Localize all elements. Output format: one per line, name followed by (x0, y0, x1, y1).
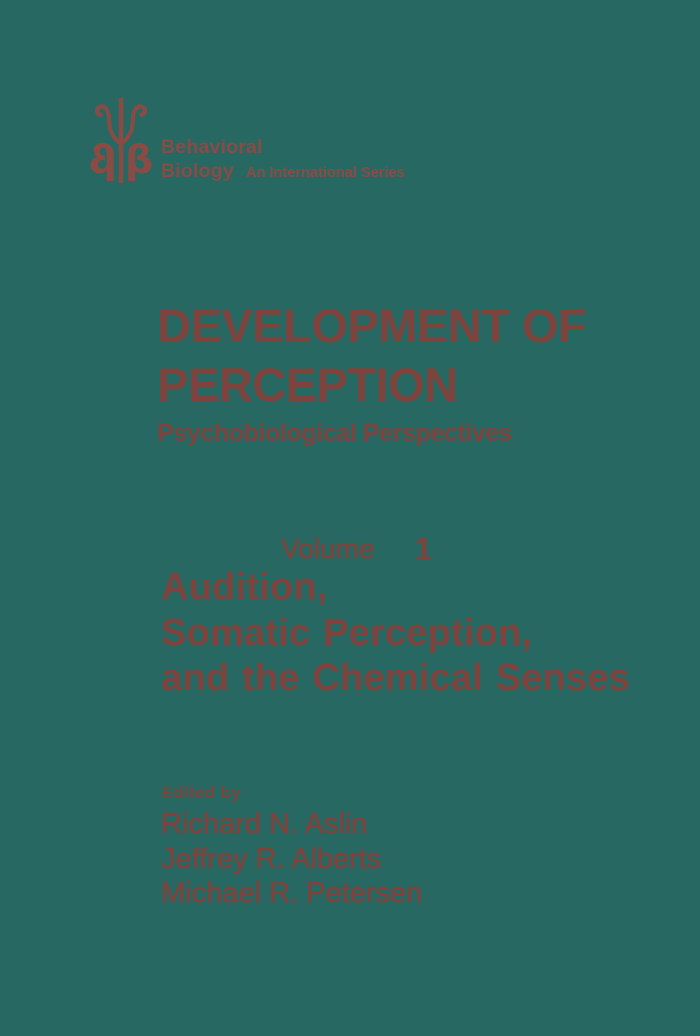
volume-number: 1 (414, 531, 433, 567)
book-title (157, 296, 586, 414)
book-title-line1: DEVELOPMENT OF (157, 299, 587, 352)
series-title-line1: Behavioral (161, 136, 263, 158)
volume-subject (161, 565, 630, 702)
series-header (161, 136, 405, 184)
book-title-line2: PERCEPTION (157, 358, 458, 411)
series-title-line2-row (161, 160, 405, 185)
editor-name: Richard N. Aslin (161, 808, 368, 840)
volume-line (281, 531, 432, 568)
editor-name: Jeffrey R. Alberts (161, 842, 382, 875)
editor-names (161, 807, 422, 911)
subject-line2: Somatic Perception, (161, 611, 533, 654)
subject-line3: and the Chemical Senses (161, 657, 630, 699)
logo-beta-left: β (89, 137, 118, 184)
series-subtitle: An International Series (245, 163, 405, 181)
volume-label: Volume (281, 533, 375, 564)
book-subtitle: Psychobiological Perspectives (157, 419, 513, 447)
subject-line1: Audition, (161, 566, 328, 608)
edited-by-label: Edited by (162, 784, 241, 802)
series-title-line2: Biology (161, 159, 234, 182)
logo-beta-right: β (124, 137, 153, 184)
behavioral-biology-logo-icon (89, 96, 153, 185)
editor-name: Michael R. Petersen (161, 877, 423, 909)
